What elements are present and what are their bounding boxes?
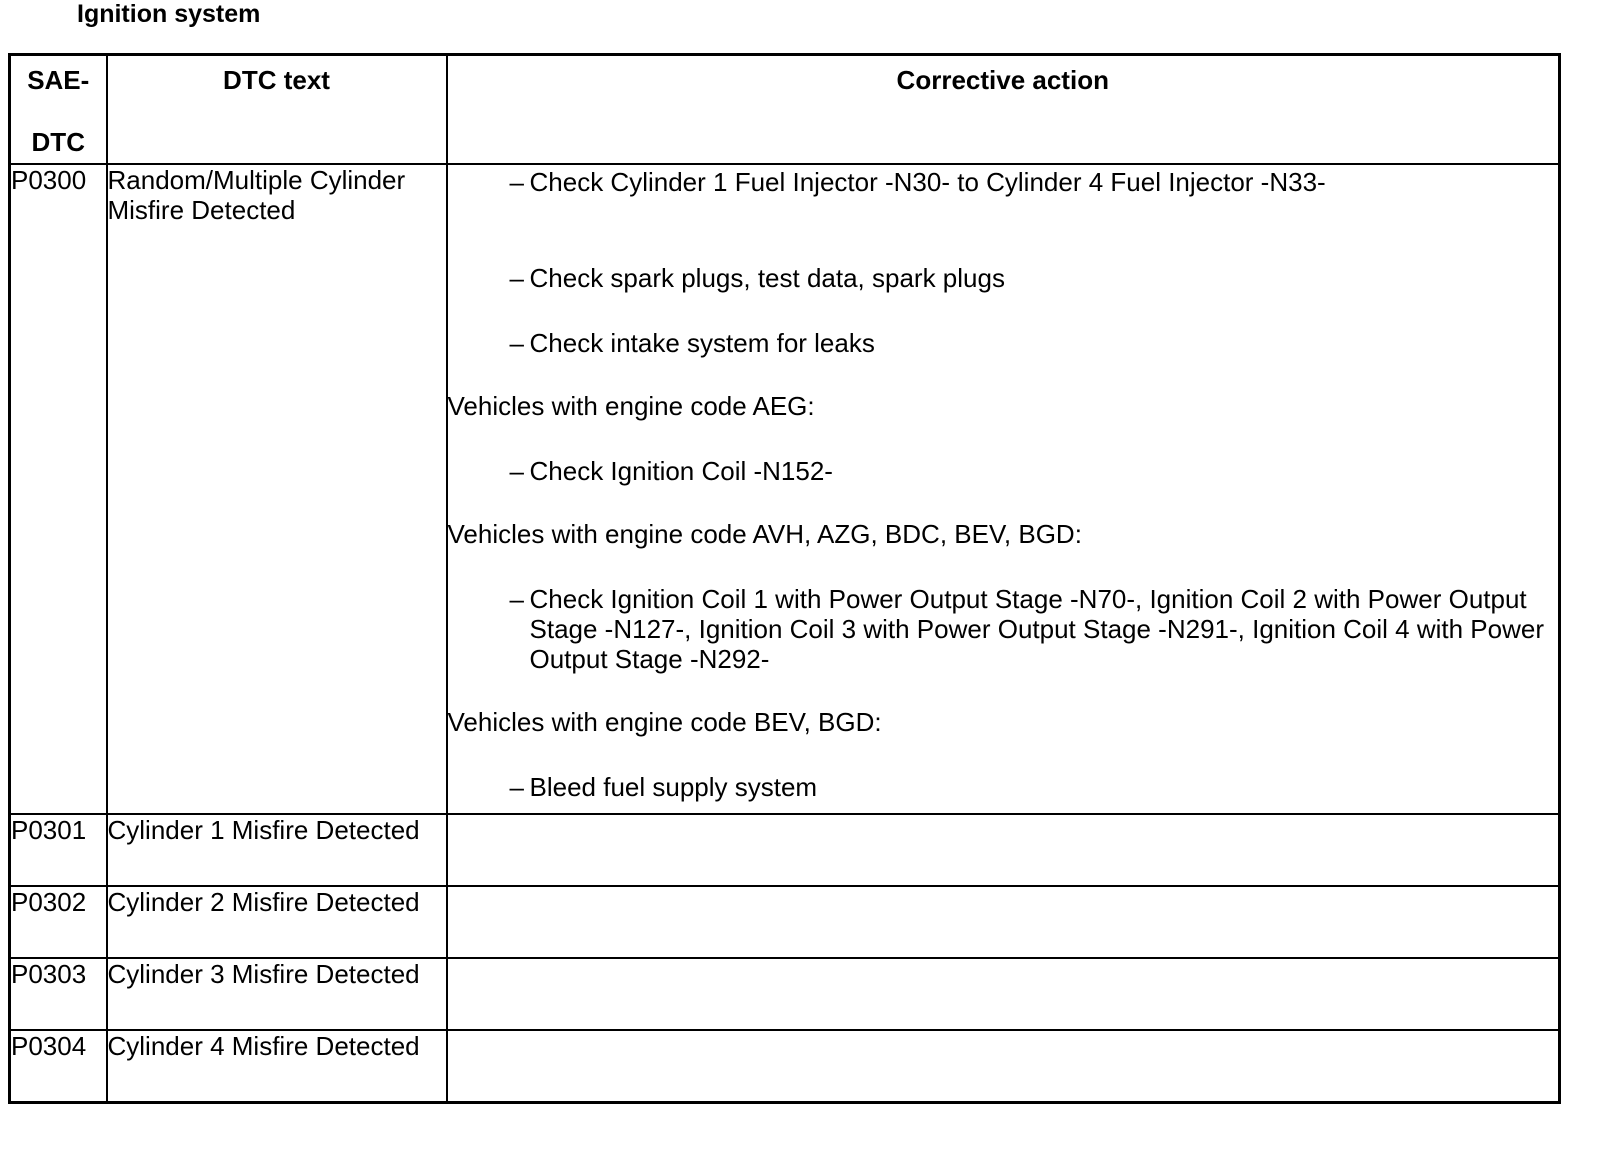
dtc-code: P0302 xyxy=(10,886,107,958)
dtc-text: Random/Multiple Cylinder Misfire Detected xyxy=(107,164,447,814)
bullet-dash: – xyxy=(509,456,524,486)
dtc-text: Cylinder 4 Misfire Detected xyxy=(107,1030,447,1103)
action-item: – Check intake system for leaks xyxy=(509,328,875,358)
table-header-row xyxy=(10,55,1560,165)
bullet-dash: – xyxy=(509,584,524,614)
header-dtc-text: DTC text xyxy=(107,55,447,165)
corrective-action xyxy=(447,164,1560,814)
bullet-dash: – xyxy=(509,328,524,358)
table-row xyxy=(10,886,1560,958)
bullet-dash: – xyxy=(509,772,524,802)
dtc-text: Cylinder 2 Misfire Detected xyxy=(107,886,447,958)
dtc-table xyxy=(8,53,1561,1104)
engine-code-heading: Vehicles with engine code AVH, AZG, BDC, BEV, BGD: xyxy=(447,519,1082,549)
engine-code-heading: Vehicles with engine code BEV, BGD: xyxy=(447,707,882,737)
dtc-code: P0304 xyxy=(10,1030,107,1103)
table-row xyxy=(10,958,1560,1030)
dtc-code: P0303 xyxy=(10,958,107,1030)
corrective-action xyxy=(447,958,1560,1030)
header-corrective-action: Corrective action xyxy=(447,55,1560,165)
action-item: – Check Ignition Coil -N152- xyxy=(509,456,833,486)
header-sae-line: SAE- xyxy=(27,65,90,95)
table-row xyxy=(10,814,1560,886)
action-item: – Check spark plugs, test data, spark plugs xyxy=(509,263,1005,293)
corrective-action xyxy=(447,1030,1560,1103)
dtc-code: P0300 xyxy=(10,164,107,814)
dtc-code: P0301 xyxy=(10,814,107,886)
action-item: – Bleed fuel supply system xyxy=(509,772,818,802)
action-item: – Check Cylinder 1 Fuel Injector -N30- to Cylinder 4 Fuel Injector -N33- xyxy=(509,167,1326,197)
corrective-action xyxy=(447,814,1560,886)
dtc-text: Cylinder 1 Misfire Detected xyxy=(107,814,447,886)
bullet-dash: – xyxy=(509,167,524,197)
bullet-dash: – xyxy=(509,263,524,293)
section-title: Ignition system xyxy=(77,0,261,28)
dtc-text: Cylinder 3 Misfire Detected xyxy=(107,958,447,1030)
header-dtc-line: DTC xyxy=(31,127,85,157)
engine-code-heading: Vehicles with engine code AEG: xyxy=(447,391,815,421)
table-row xyxy=(10,1030,1560,1103)
header-sae-dtc xyxy=(10,55,107,165)
corrective-action xyxy=(447,886,1560,958)
action-item: – Check Ignition Coil 1 with Power Output Stage -N70-, Ignition Coil 2 with Power Output Stage -N127-, Ignition Coil 3 with Power Output Stage -N291-, Ignition Coil 4 with Power Output Stage -N292- xyxy=(509,584,1545,674)
table-row xyxy=(10,164,1560,814)
